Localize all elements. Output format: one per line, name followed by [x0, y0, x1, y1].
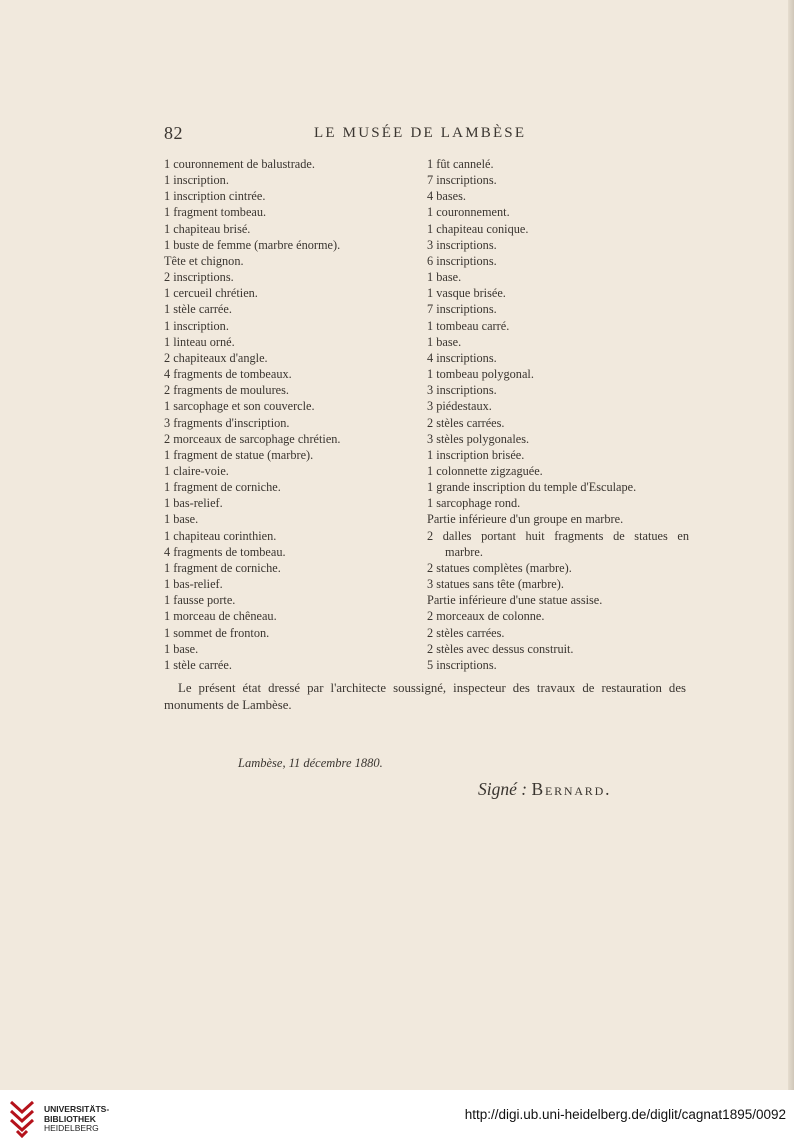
inventory-item: 1 linteau orné.	[164, 334, 235, 349]
inventory-item: Tête et chignon.	[164, 253, 244, 268]
inventory-item: 1 tombeau carré.	[427, 318, 510, 333]
institution-name	[44, 1105, 109, 1134]
institution-line: UNIVERSITÄTS-	[44, 1104, 110, 1114]
inventory-item: 1 buste de femme (marbre énorme).	[164, 237, 341, 252]
inventory-item: 2 morceaux de colonne.	[427, 609, 545, 624]
inventory-item: 1 chapiteau corinthien.	[164, 528, 277, 543]
inventory-item: 1 morceau de chêneau.	[164, 609, 277, 624]
page-edge-shadow	[788, 0, 794, 1090]
source-url-link[interactable]: http://digi.ub.uni-heidelberg.de/diglit/cagnat1895/0092	[464, 1107, 786, 1122]
inventory-item: 1 bas-relief.	[164, 577, 223, 592]
inventory-item: 1 inscription brisée.	[427, 447, 525, 462]
inventory-item: 3 inscriptions.	[427, 237, 497, 252]
inventory-item: 1 cercueil chrétien.	[164, 286, 258, 301]
inventory-item: 2 stèles avec dessus construit.	[427, 641, 574, 656]
inventory-item: 7 inscriptions.	[427, 302, 497, 317]
inventory-item: 1 couronnement de balustrade.	[164, 157, 315, 171]
inventory-item: 1 base.	[164, 512, 199, 527]
inventory-item: 2 dalles portant huit fragments de statues en	[427, 528, 689, 543]
inventory-item: 1 stèle carrée.	[164, 657, 232, 672]
inventory-item: 1 grande inscription du temple d'Esculape.	[427, 480, 637, 495]
inventory-item: 1 colonnette zigzaguée.	[427, 463, 543, 478]
signature-name: Bernard.	[531, 779, 612, 799]
library-footer	[0, 1090, 794, 1148]
inventory-item: 4 fragments de tombeau.	[164, 544, 286, 559]
inventory-item: 3 fragments d'inscription.	[164, 415, 290, 430]
inventory-item: 1 base.	[164, 641, 199, 656]
inventory-item: 1 sarcophage et son couvercle.	[164, 399, 315, 414]
place-and-date: Lambèse, 11 décembre 1880.	[238, 756, 383, 770]
inventory-item: 2 stèles carrées.	[427, 625, 505, 640]
inventory-item: 1 fût cannelé.	[427, 157, 494, 171]
inventory-item: 1 fragment de statue (marbre).	[164, 447, 314, 462]
inventory-item: 1 fragment tombeau.	[164, 205, 267, 220]
inventory-item: 3 statues sans tête (marbre).	[427, 577, 564, 592]
inventory-item: 2 statues complètes (marbre).	[427, 560, 572, 575]
inventory-item: 1 sommet de fronton.	[164, 625, 270, 640]
inventory-item: 3 piédestaux.	[427, 399, 492, 414]
inventory-item: 1 base.	[427, 334, 462, 349]
inventory-item: Partie inférieure d'une statue assise.	[427, 593, 603, 608]
inventory-item: marbre.	[445, 544, 483, 559]
university-library-logo-icon	[8, 1098, 36, 1138]
inventory-item: 4 bases.	[427, 189, 466, 204]
inventory-item: 6 inscriptions.	[427, 253, 497, 268]
inventory-item: 7 inscriptions.	[427, 173, 497, 188]
inventory-item: Partie inférieure d'un groupe en marbre.	[427, 512, 624, 527]
inventory-item: 4 inscriptions.	[427, 350, 497, 365]
inventory-item: 1 bas-relief.	[164, 496, 223, 511]
page-number: 82	[164, 123, 183, 143]
inventory-item: 1 inscription.	[164, 173, 229, 188]
inventory-item: 2 fragments de moulures.	[164, 383, 289, 398]
inventory-item: 1 base.	[427, 270, 462, 285]
inventory-item: 4 fragments de tombeaux.	[164, 367, 292, 382]
inventory-left-column	[164, 156, 414, 673]
inventory-item: 1 fragment de corniche.	[164, 480, 281, 495]
inventory-item: 1 fausse porte.	[164, 593, 236, 608]
inventory-item: 5 inscriptions.	[427, 657, 497, 672]
inventory-item: 2 morceaux de sarcophage chrétien.	[164, 431, 341, 446]
inventory-item: 1 couronnement.	[427, 205, 510, 220]
inventory-item: 1 chapiteau conique.	[427, 221, 529, 236]
institution-line: BIBLIOTHEK	[44, 1113, 96, 1124]
inventory-item: 1 sarcophage rond.	[427, 496, 521, 511]
inventory-item: 3 inscriptions.	[427, 383, 497, 398]
inventory-item: 1 inscription.	[164, 318, 229, 333]
inventory-item: 1 stèle carrée.	[164, 302, 232, 317]
inventory-item: 1 tombeau polygonal.	[427, 367, 534, 382]
inventory-right-column	[427, 156, 689, 673]
inventory-item: 1 fragment de corniche.	[164, 560, 281, 575]
closing-statement: Le présent état dressé par l'architecte soussigné, inspecteur des travaux de restauration des monuments de Lambèse.	[164, 681, 686, 712]
inventory-item: 1 chapiteau brisé.	[164, 221, 251, 236]
signature-label: Signé :	[478, 779, 528, 799]
signature	[478, 779, 611, 800]
inventory-item: 1 claire-voie.	[164, 463, 229, 478]
institution-line: HEIDELBERG	[44, 1123, 99, 1133]
inventory-item: 1 vasque brisée.	[427, 286, 506, 301]
page-header	[164, 123, 694, 147]
inventory-item: 2 stèles carrées.	[427, 415, 505, 430]
inventory-item: 2 inscriptions.	[164, 270, 234, 285]
inventory-item: 3 stèles polygonales.	[427, 431, 530, 446]
inventory-item: 1 inscription cintrée.	[164, 189, 266, 204]
running-title: LE MUSÉE DE LAMBÈSE	[314, 125, 527, 141]
inventory-item: 2 chapiteaux d'angle.	[164, 350, 268, 365]
